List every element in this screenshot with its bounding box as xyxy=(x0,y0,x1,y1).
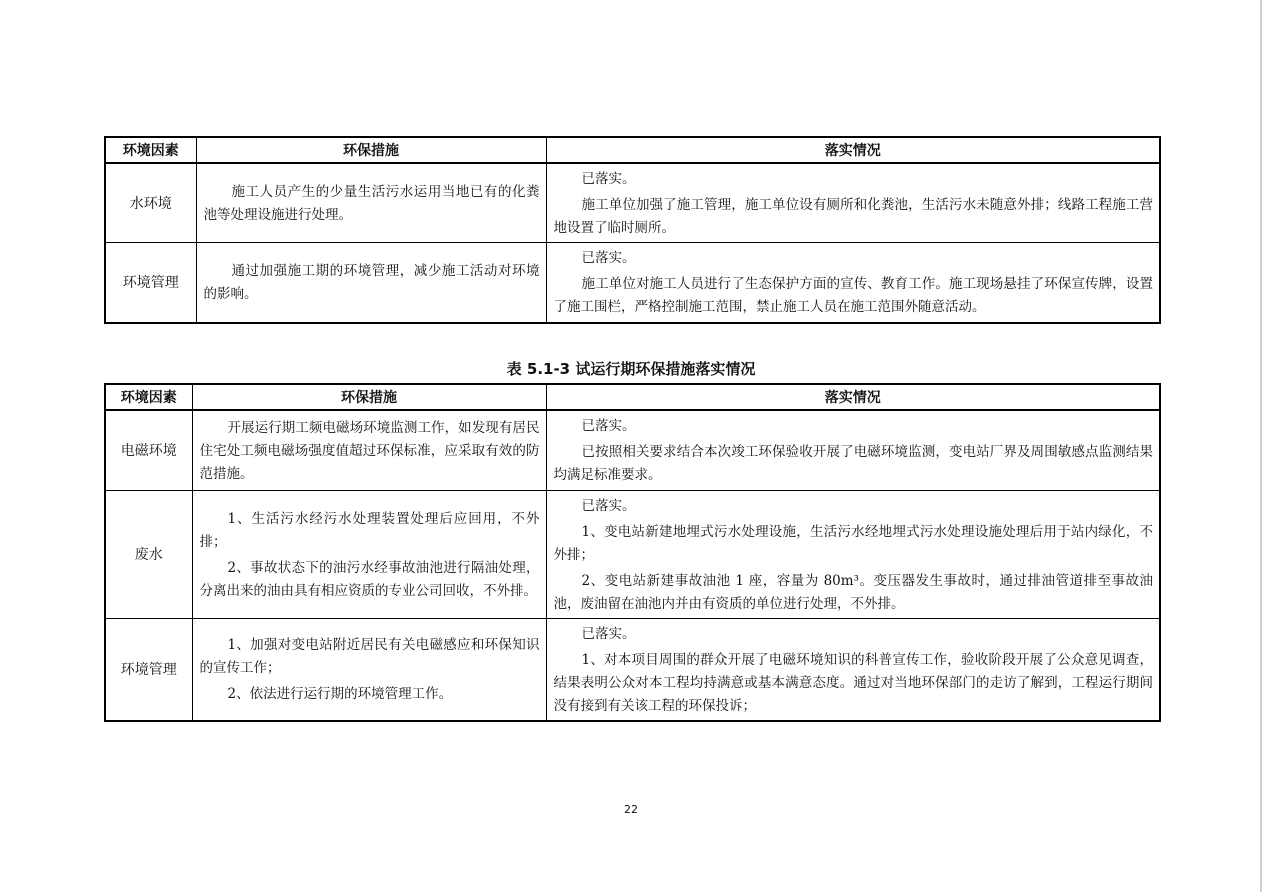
factor-cell: 废水 xyxy=(105,490,192,618)
measure-text: 施工人员产生的少量生活污水运用当地已有的化粪池等处理设施进行处理。 xyxy=(203,184,540,223)
status-text: 已落实。 xyxy=(581,497,636,514)
construction-measures-table xyxy=(104,136,1161,324)
status-cell xyxy=(546,618,1160,721)
measure-cell xyxy=(196,243,546,323)
status-text: 已落实。 xyxy=(581,250,636,267)
factor-cell: 环境管理 xyxy=(105,243,196,323)
measure-text: 开展运行期工频电磁场环境监测工作，如发现有居民住宅处工频电磁场强度值超过环保标准，应采取有效的防范措施。 xyxy=(199,419,540,482)
page-number: 22 xyxy=(624,803,638,816)
measure-text: 通过加强施工期的环境管理，减少施工活动对环境的影响。 xyxy=(203,263,540,303)
status-text: 1、对本项目周围的群众开展了电磁环境知识的科普宣传工作，验收阶段开展了公众意见调查，结果表明公众对本工程均持满意或基本满意态度。通过对当地环保部门的走访了解到，工程运行期间没有接到有关该工程的环保投诉； xyxy=(553,651,1153,714)
table-row xyxy=(105,490,1160,618)
status-cell xyxy=(546,163,1160,243)
factor-cell: 水环境 xyxy=(105,163,196,243)
factor-cell: 环境管理 xyxy=(105,618,192,721)
measure-cell xyxy=(192,410,546,490)
header-measure: 环保措施 xyxy=(192,384,546,410)
measure-cell xyxy=(192,490,546,618)
status-text: 2、变电站新建事故油池 1 座，容量为 80m³。变压器发生事故时，通过排油管道排至事故油池，废油留在油池内并由有资质的单位进行处理，不外排。 xyxy=(553,572,1153,612)
table-row xyxy=(105,410,1160,490)
status-text: 施工单位对施工人员进行了生态保护方面的宣传、教育工作。施工现场悬挂了环保宣传牌，设置了施工围栏，严格控制施工范围，禁止施工人员在施工范围外随意活动。 xyxy=(553,276,1153,316)
measure-cell xyxy=(192,618,546,721)
factor-cell: 电磁环境 xyxy=(105,410,192,490)
status-text: 施工单位加强了施工管理，施工单位设有厕所和化粪池，生活污水未随意外排；线路工程施工营地设置了临时厕所。 xyxy=(553,197,1153,236)
table-row xyxy=(105,618,1160,721)
header-factor: 环境因素 xyxy=(105,384,192,410)
table-header-row xyxy=(105,384,1160,410)
measure-text: 2、事故状态下的油污水经事故油池进行隔油处理，分离出来的油由具有相应资质的专业公司回收，不外排。 xyxy=(199,559,540,599)
measure-text: 1、生活污水经污水处理装置处理后应回用，不外排； xyxy=(199,510,540,550)
measure-cell xyxy=(196,163,546,243)
table-header-row xyxy=(105,137,1160,163)
status-text: 已落实。 xyxy=(581,418,636,435)
status-cell xyxy=(546,490,1160,618)
table-row xyxy=(105,243,1160,323)
measure-text: 2、依法进行运行期的环境管理工作。 xyxy=(227,686,453,702)
status-text: 已落实。 xyxy=(581,625,636,642)
status-text: 已落实。 xyxy=(581,171,636,187)
header-status: 落实情况 xyxy=(546,384,1160,410)
measure-text: 1、加强对变电站附近居民有关电磁感应和环保知识的宣传工作； xyxy=(199,637,540,676)
status-text: 1、变电站新建地埋式污水处理设施，生活污水经地埋式污水处理设施处理后用于站内绿化，不外排； xyxy=(553,523,1153,563)
status-cell xyxy=(546,410,1160,490)
table-row xyxy=(105,163,1160,243)
status-text: 已按照相关要求结合本次竣工环保验收开展了电磁环境监测，变电站厂界及周围敏感点监测结果均满足标准要求。 xyxy=(553,444,1153,484)
header-factor: 环境因素 xyxy=(105,137,196,163)
header-status: 落实情况 xyxy=(546,137,1160,163)
trial-operation-measures-table xyxy=(104,383,1161,722)
status-cell xyxy=(546,243,1160,323)
table-caption: 表 5.1-3 试运行期环保措施落实情况 xyxy=(506,360,756,378)
header-measure: 环保措施 xyxy=(196,137,546,163)
